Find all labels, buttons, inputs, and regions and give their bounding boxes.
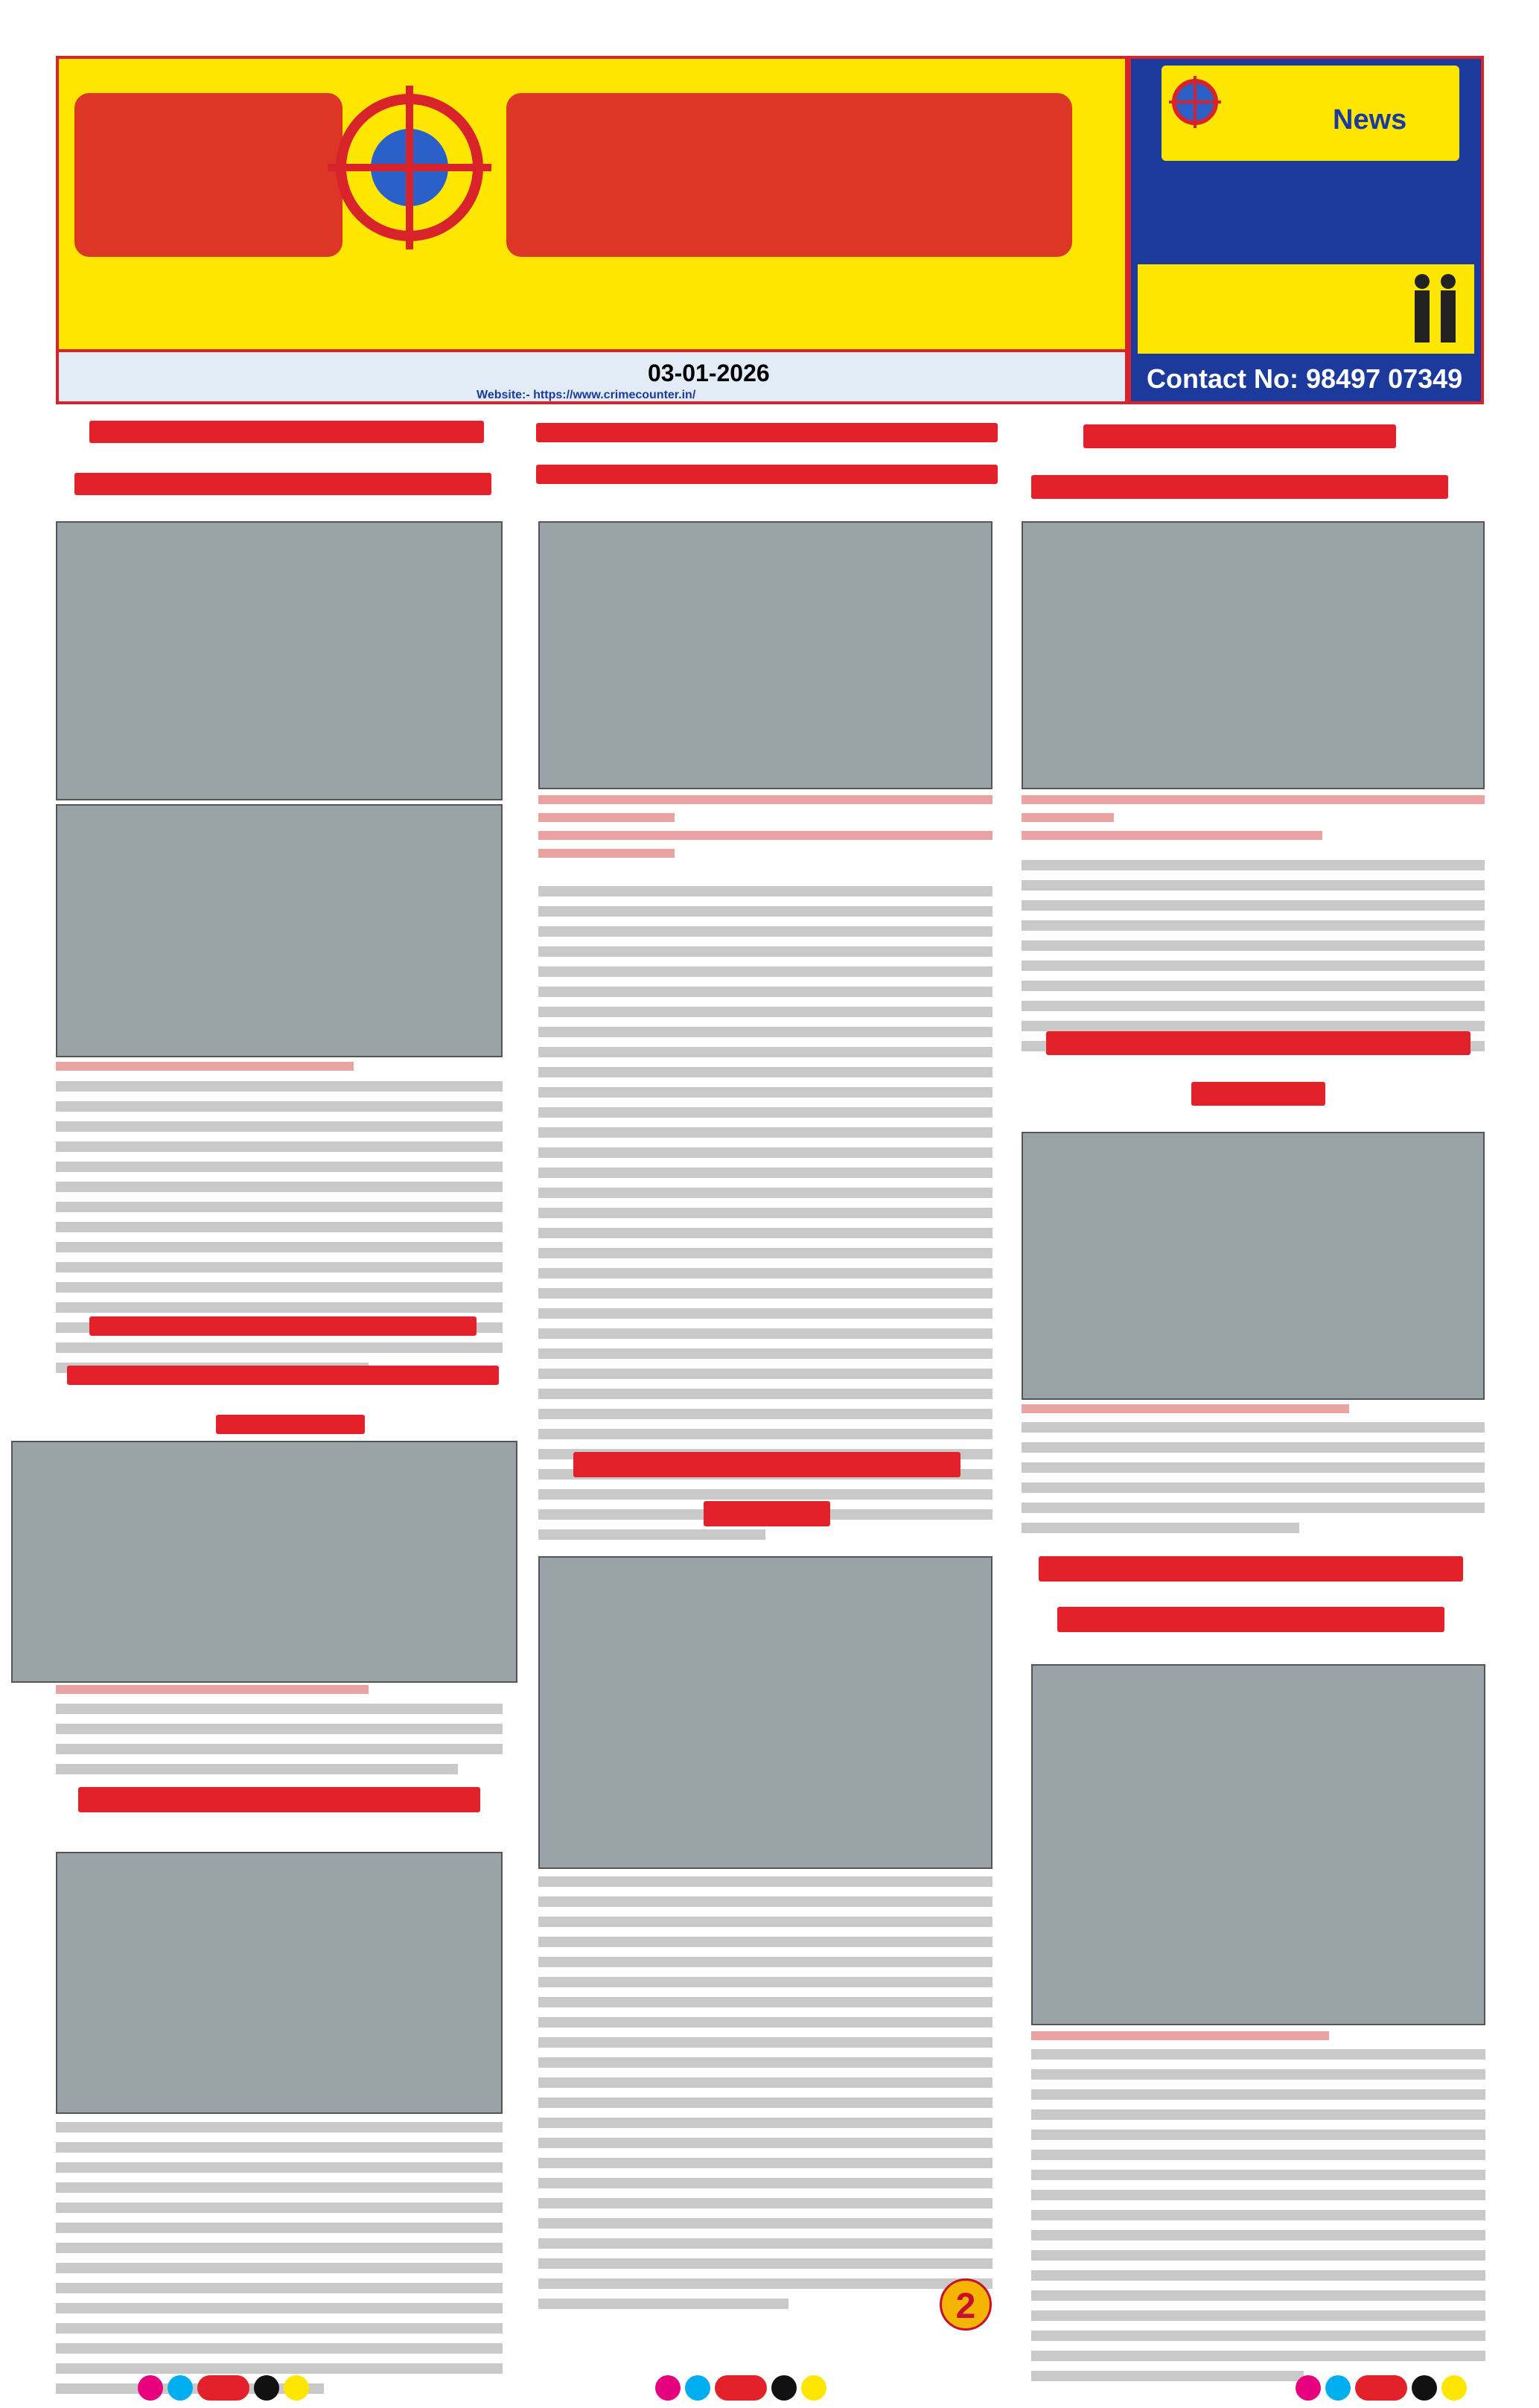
ad-brand-news: News	[1333, 104, 1407, 136]
story-7-headline	[1046, 1031, 1471, 1106]
story-8-headline	[1039, 1556, 1463, 1632]
story-6-headline	[1031, 424, 1448, 499]
ad-people-icon	[1407, 268, 1467, 350]
story-4-headline	[536, 423, 998, 484]
story-7-caption	[1022, 1404, 1349, 1422]
story-1-caption	[56, 1062, 354, 1080]
masthead-website: Website:- https://www.crimecounter.in/	[477, 389, 696, 401]
story-8-photo	[1031, 1664, 1485, 2025]
story-7-photo	[1022, 1132, 1485, 1400]
story-6-caption	[1022, 795, 1485, 849]
story-2-photo	[11, 1441, 517, 1683]
story-8-body	[1031, 2049, 1485, 2391]
story-2-headline	[67, 1316, 514, 1434]
story-3-headline	[78, 1787, 480, 1812]
story-5-photo	[538, 1556, 992, 1869]
registration-marks-center	[655, 2375, 831, 2404]
story-2-caption	[56, 1685, 369, 1703]
page-number: 2	[940, 2278, 992, 2331]
story-8-caption	[1031, 2031, 1329, 2049]
story-5-body	[538, 1876, 992, 2319]
masthead-logo	[74, 71, 1080, 272]
story-4-caption	[538, 795, 992, 867]
story-2-body	[56, 1704, 503, 1784]
story-3-body	[56, 2122, 503, 2404]
registration-marks-right	[1296, 2375, 1471, 2404]
story-5-headline	[573, 1452, 960, 1526]
story-1-photo-2	[56, 804, 503, 1057]
masthead-date: 03-01-2026	[648, 360, 770, 386]
ad-contact: Contact No: 98497 07349	[1147, 363, 1463, 394]
story-4-body	[538, 886, 992, 1549]
crosshair-globe-icon	[328, 86, 491, 249]
story-6-photo	[1022, 521, 1485, 789]
story-7-body	[1022, 1422, 1485, 1543]
story-1-headline	[74, 421, 491, 495]
ad-logo	[1162, 66, 1459, 161]
registration-marks-left	[138, 2375, 313, 2404]
story-4-photo	[538, 521, 992, 789]
ad-logo-globe-icon	[1169, 76, 1221, 128]
story-1-photo-1	[56, 521, 503, 800]
story-3-photo	[56, 1852, 503, 2114]
